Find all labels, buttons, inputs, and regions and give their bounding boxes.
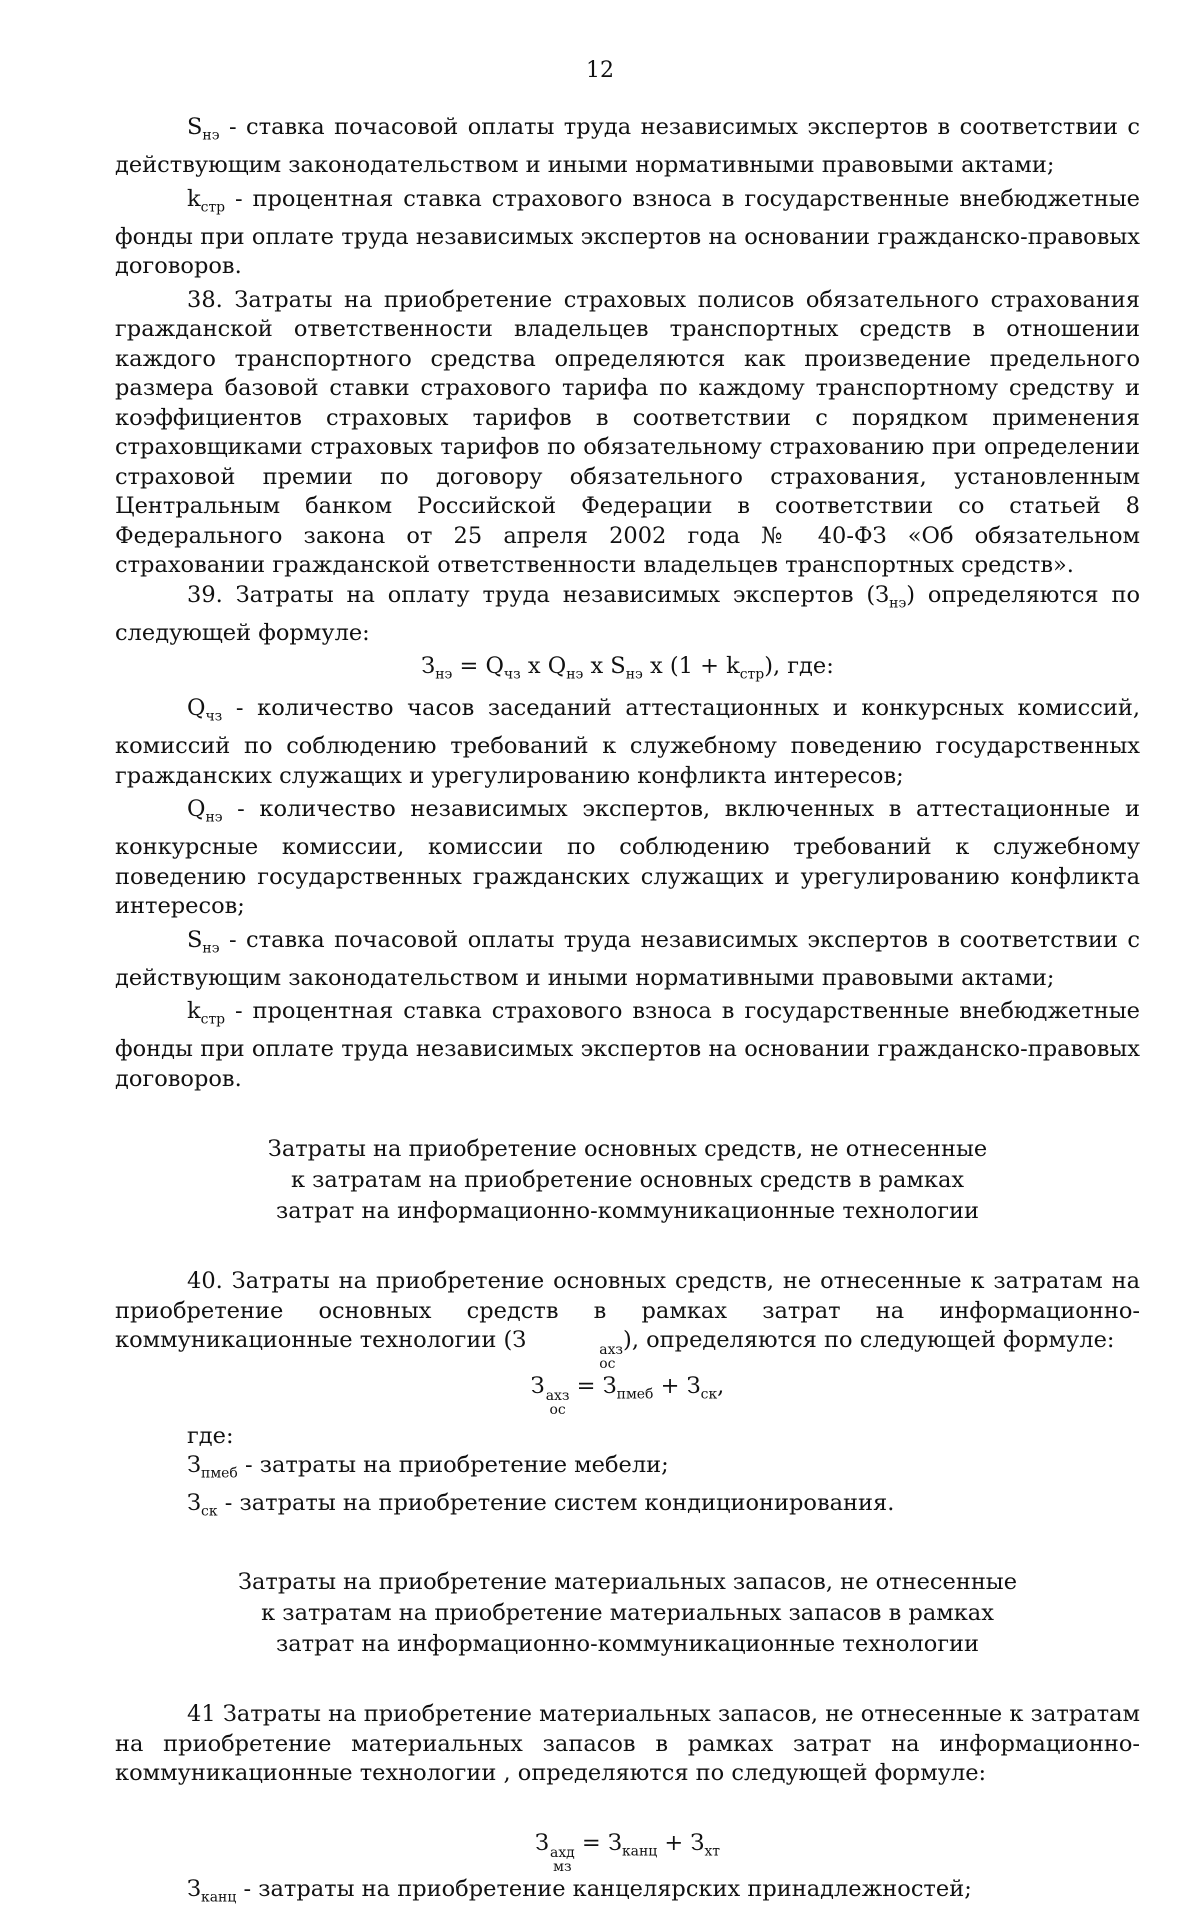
paragraph-39: 39. Затраты на оплату труда независимых экспертов $(З_{нэ})$ определяются по следующей формуле: bbox=[115, 581, 1140, 646]
definition-z-sk: $З_{ск}$ - затраты на приобретение систем кондиционирования. bbox=[187, 1490, 895, 1520]
paragraph-38: 38. Затраты на приобретение страховых полисов обязательного страхования гражданской ответственности владельцев транспортных средств в отношении каждого транспортного средства определяются как произведение предельного размера базовой ставки страхового тарифа по каждому транспортному средству и коэффициентов страховых тарифов в соответствии с порядком применения страховщиками страховых тарифов по обязательному страхованию при определении страховой премии по договору обязательного страхования, установленным Центральным банком Российской Федерации в соответствии со статьей 8 Федерального закона от 25 апреля 2002 года № 40-ФЗ «Об обязательном страховании гражданской ответственности владельцев транспортных средств». bbox=[115, 286, 1140, 578]
definition-q-chz: $Q_{чз}$ - количество часов заседаний аттестационных и конкурсных комиссий, комиссий по соблюдению требований к служебному поведению государственных гражданских служащих и урегулированию конфликта интересов; bbox=[115, 695, 1140, 789]
definition-s-ne: $S_{нэ}$ - ставка почасовой оплаты труда независимых экспертов в соответствии с действующим законодательством и иными нормативными правовыми актами; bbox=[115, 926, 1140, 991]
where-label-40: где: bbox=[187, 1422, 234, 1449]
formula-41: З ахд мз = $З_{канц} + З_{хт}$ bbox=[534, 1829, 721, 1875]
definition-z-pmeb: $З_{пмеб}$ - затраты на приобретение мебели; bbox=[187, 1452, 669, 1482]
document-body bbox=[115, 113, 1140, 1913]
paragraph-41: 41 Затраты на приобретение материальных запасов, не отнесенные к затратам на приобретение материальных запасов в рамках затрат на информационно-коммуникационные технологии , определяются по следующей формуле: bbox=[115, 1701, 1140, 1787]
definition-z-kanc: $З_{канц}$ - затраты на приобретение канцелярских принадлежностей; bbox=[187, 1875, 972, 1906]
section-heading-material-stocks: Затраты на приобретение материальных запасов, не отнесенные к затратам на приобретение материальных запасов в рамках затрат на информационно-коммуникационные технологии bbox=[237, 1569, 1018, 1658]
definition-s-ne-top: $S_{нэ}$ - ставка почасовой оплаты труда независимых экспертов в соответствии с действующим законодательством и иными нормативными правовыми актами; bbox=[115, 114, 1140, 178]
section-heading-fixed-assets: Затраты на приобретение основных средств, не отнесенные к затратам на приобретение основных средств в рамках затрат на информационно-коммуникационные технологии bbox=[267, 1136, 988, 1224]
definition-q-ne: $Q_{нэ}$ - количество независимых экспертов, включенных в аттестационные и конкурсные комиссии, комиссии по соблюдению требований к служебному поведению государственных гражданских служащих и урегулированию конфликта интересов; bbox=[115, 796, 1140, 919]
page-number: 12 bbox=[586, 58, 614, 83]
paragraph-40: 40. Затраты на приобретение основных средств, не отнесенные к затратам на приобретение основных средств в рамках затрат на информационно-коммуникационные технологии (З ахз ос ), определяются по следующей формуле: bbox=[115, 1268, 1140, 1372]
formula-40: З ахз ос = $З_{пмеб} + З_{ск}$, bbox=[530, 1372, 725, 1418]
definition-k-str: $k_{стр}$ - процентная ставка страхового взноса в государственные внебюджетные фонды при оплате труда независимых экспертов на основании гражданско-правовых договоров. bbox=[115, 998, 1140, 1092]
definition-k-str-top: $k_{стр}$ - процентная ставка страхового взноса в государственные внебюджетные фонды при оплате труда независимых экспертов на основании гражданско-правовых договоров. bbox=[115, 185, 1140, 279]
formula-39: $З_{нэ} = Q_{чз}$ x $Q_{нэ}$ x $S_{нэ}$ x $(1 + k_{стр})$, где: bbox=[421, 653, 834, 683]
